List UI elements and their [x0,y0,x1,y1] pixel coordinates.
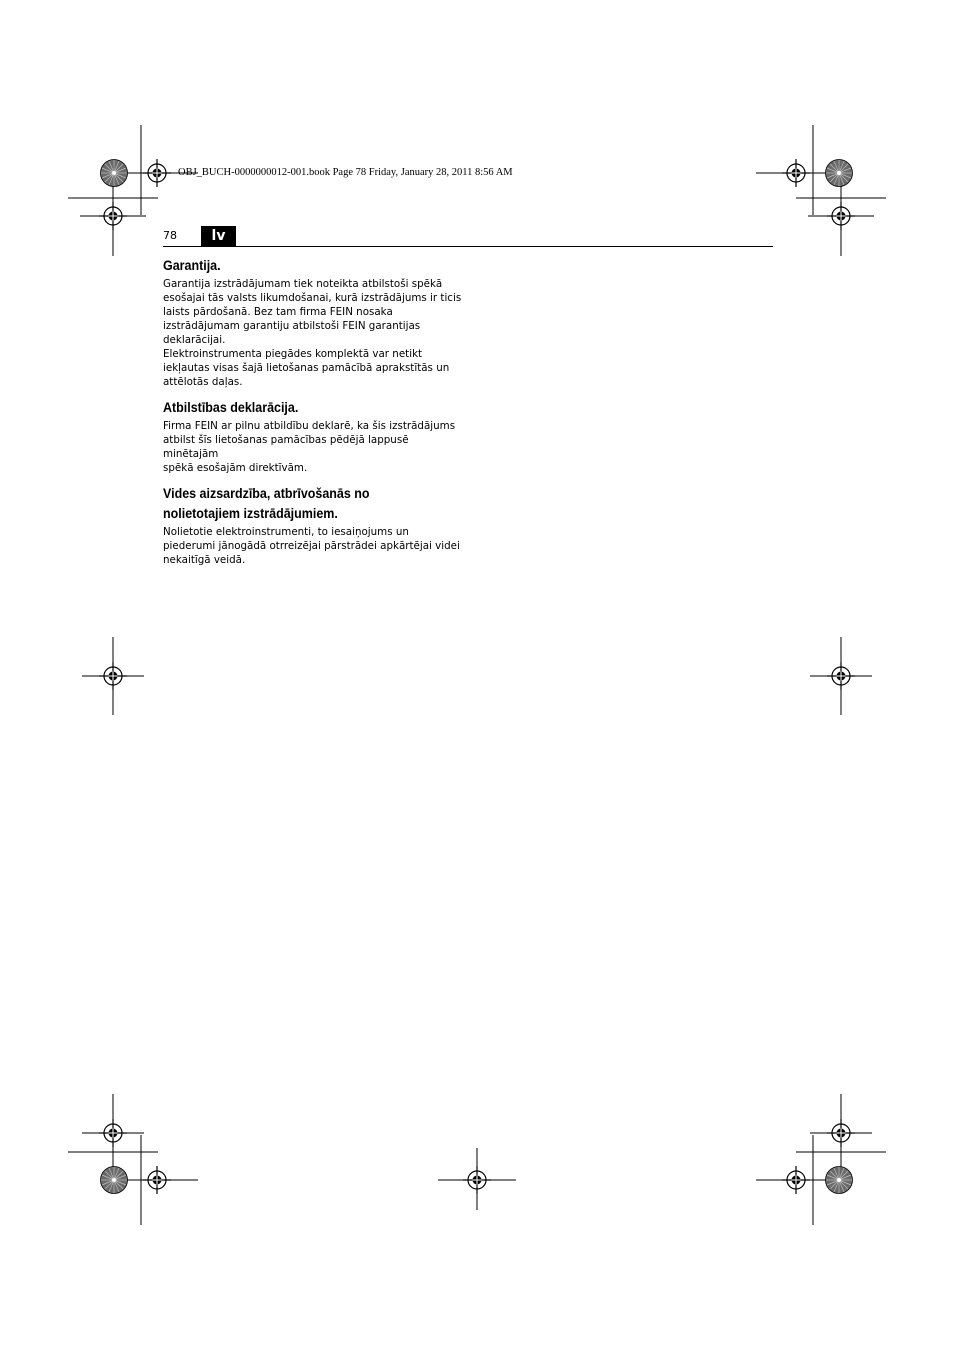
registration-mark-icon [99,202,127,230]
paragraph: Nolietotie elektroinstrumenti, to iesaiņojums un piederumi jānogādā otrreizējai pārstrādei apkārtējai videi nekaitīgā veidā. [163,526,460,566]
registration-mark-icon [143,1166,171,1194]
print-info-line: OBJ_BUCH-0000000012-001.book Page 78 Friday, January 28, 2011 8:56 AM [178,167,513,178]
registration-mark-icon [827,1119,855,1147]
color-target-icon [101,160,128,187]
page-content [163,257,463,577]
language-badge: lv [201,226,236,247]
section-heading: Garantija. [163,258,221,274]
page-number: 78 [163,229,177,242]
paragraph: Firma FEIN ar pilnu atbildību deklarē, ka šis izstrādājums atbilst šīs lietošanas pamācības pēdējā lappusē minētajām spēkā esošajām direktīvām. [163,420,456,474]
registration-mark-icon [782,159,810,187]
registration-mark-icon [99,1119,127,1147]
section-heading-line-1: Vides aizsardzība, atbrīvošanās no [163,486,370,502]
color-target-icon [826,1167,853,1194]
registration-mark-icon [99,662,127,690]
registration-mark-icon [782,1166,810,1194]
section-heading: Atbilstības deklarācija. [163,400,299,416]
section-warranty [163,257,463,389]
paragraph: Elektroinstrumenta piegādes komplektā var netikt iekļautas visas šajā lietošanas pamācībā aprakstītās un attēlotās daļas. [163,348,450,388]
section-heading-line-2: nolietotajiem izstrādājumiem. [163,506,338,522]
registration-mark-icon [827,202,855,230]
paragraph: Garantija izstrādājumam tiek noteikta atbilstoši spēkā esošajai tās valsts likumdošanai, kurā izstrādājums ir ticis laists pārdošanā. Bez tam firma FEIN nosaka izstrādājumam garantiju atbilstoši FEIN garantijas deklarācijai. [163,278,462,346]
header-rule [163,246,773,247]
section-conformity [163,399,463,475]
registration-mark-icon [827,662,855,690]
section-environment [163,485,463,567]
color-target-icon [101,1167,128,1194]
color-target-icon [826,160,853,187]
registration-mark-icon [463,1166,491,1194]
registration-mark-icon [143,159,171,187]
